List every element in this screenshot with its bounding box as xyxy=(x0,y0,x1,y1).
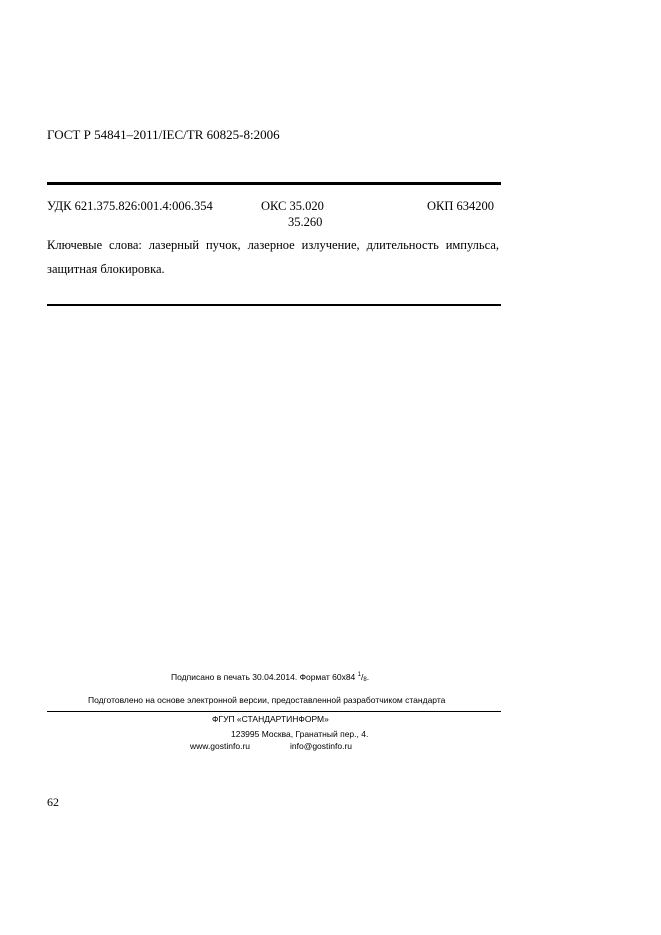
top-thick-rule xyxy=(47,182,501,185)
document-code-header: ГОСТ Р 54841–2011/IEC/TR 60825-8:2006 xyxy=(47,127,280,142)
format-numerator: 1 xyxy=(357,672,361,678)
oks-code-primary: ОКС 35.020 xyxy=(261,199,324,213)
publisher-name: ФГУП «СТАНДАРТИНФОРМ» xyxy=(212,714,329,724)
publisher-address: 123995 Москва, Гранатный пер., 4. xyxy=(231,729,369,739)
udk-code: УДК 621.375.826:001.4:006.354 xyxy=(47,199,213,213)
oks-code-secondary: 35.260 xyxy=(288,215,323,229)
format-denominator: 8 xyxy=(363,677,367,683)
imprint-divider-rule xyxy=(47,711,501,712)
signed-for-print-text: Подписано в печать 30.04.2014. Формат 60х84 xyxy=(171,672,356,682)
page-number: 62 xyxy=(47,795,59,809)
publisher-website: www.gostinfo.ru xyxy=(190,741,250,751)
okp-code: ОКП 634200 xyxy=(427,199,495,213)
signed-for-print-line: Подписано в печать 30.04.2014. Формат 60х84 $^1/_8$. xyxy=(171,672,370,683)
publisher-email: info@gostinfo.ru xyxy=(290,741,353,751)
keywords-paragraph: Ключевые слова: лазерный пучок, лазерное излучение, длительность импульса, защитная блокировка. xyxy=(47,238,499,276)
prepared-note: Подготовлено на основе электронной версии, предоставленной разработчиком стандарта xyxy=(88,695,446,705)
keywords-bottom-rule xyxy=(47,304,501,306)
